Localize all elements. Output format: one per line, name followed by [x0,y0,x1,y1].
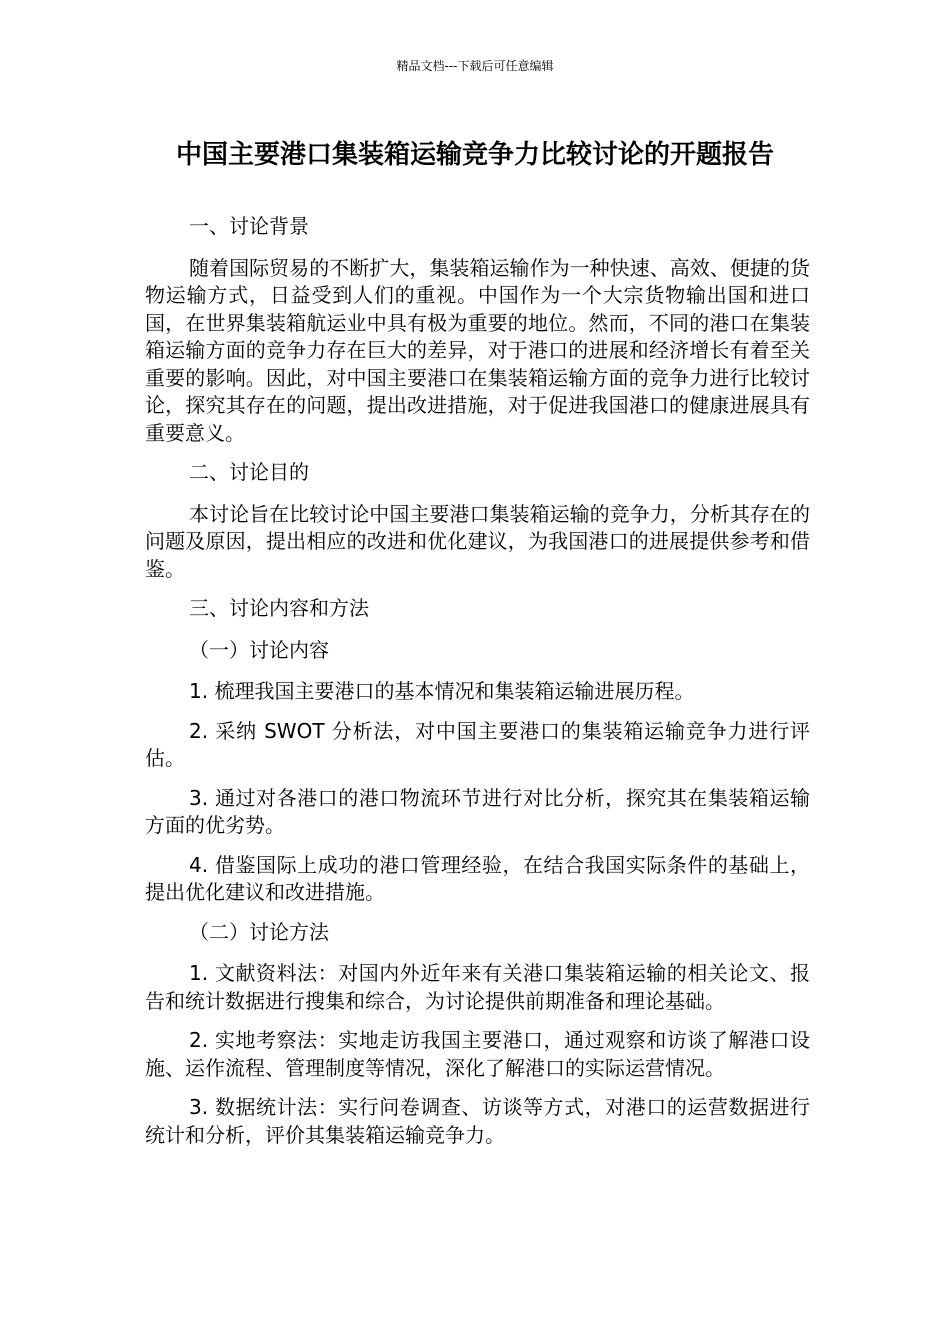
content-item: 1. 梳理我国主要港口的基本情况和集装箱运输进展历程。 [189,679,695,703]
document-body [145,213,810,1161]
section-heading-background: 一、讨论背景 [189,214,309,238]
content-item: 4. 借鉴国际上成功的港口管理经验，在结合我国实际条件的基础上，提出优化建议和改进措施。 [145,852,810,904]
content-item: 2. 采纳 SWOT 分析法，对中国主要港口的集装箱运输竞争力进行评估。 [145,718,810,770]
section-heading-content-method: 三、讨论内容和方法 [189,596,369,620]
method-item: 3. 数据统计法：实行问卷调查、访谈等方式，对港口的运营数据进行统计和分析，评价其集装箱运输竞争力。 [145,1095,810,1147]
method-item: 1. 文献资料法：对国内外近年来有关港口集装箱运输的相关论文、报告和统计数据进行搜集和综合，为讨论提供前期准备和理论基础。 [145,961,810,1013]
subheading-content: （一）讨论内容 [189,637,329,662]
purpose-paragraph: 本讨论旨在比较讨论中国主要港口集装箱运输的竞争力，分析其存在的问题及原因，提出相应的改进和优化建议，为我国港口的进展提供参考和借鉴。 [145,501,810,581]
content-item: 3. 通过对各港口的港口物流环节进行对比分析，探究其在集装箱运输方面的优劣势。 [145,785,810,837]
method-item: 2. 实地考察法：实地走访我国主要港口，通过观察和访谈了解港口设施、运作流程、管理制度等情况，深化了解港口的实际运营情况。 [145,1028,810,1080]
section-heading-purpose: 二、讨论目的 [189,460,309,484]
background-paragraph: 随着国际贸易的不断扩大，集装箱运输作为一种快速、高效、便捷的货物运输方式，日益受到人们的重视。中国作为一个大宗货物输出国和进口国，在世界集装箱航运业中具有极为重要的地位。然而，不同的港口在集装箱运输方面的竞争力存在巨大的差异，对于港口的进展和经济增长有着至关重要的影响。因此，对中国主要港口在集装箱运输方面的竞争力进行比较讨论，探究其存在的问题，提出改进措施，对于促进我国港口的健康进展具有重要意义。 [145,255,810,445]
subheading-method: （二）讨论方法 [189,919,329,944]
header-note: 精品文档---下载后可任意编辑 [396,59,554,73]
document-title: 中国主要港口集装箱运输竞争力比较讨论的开题报告 [175,140,774,170]
